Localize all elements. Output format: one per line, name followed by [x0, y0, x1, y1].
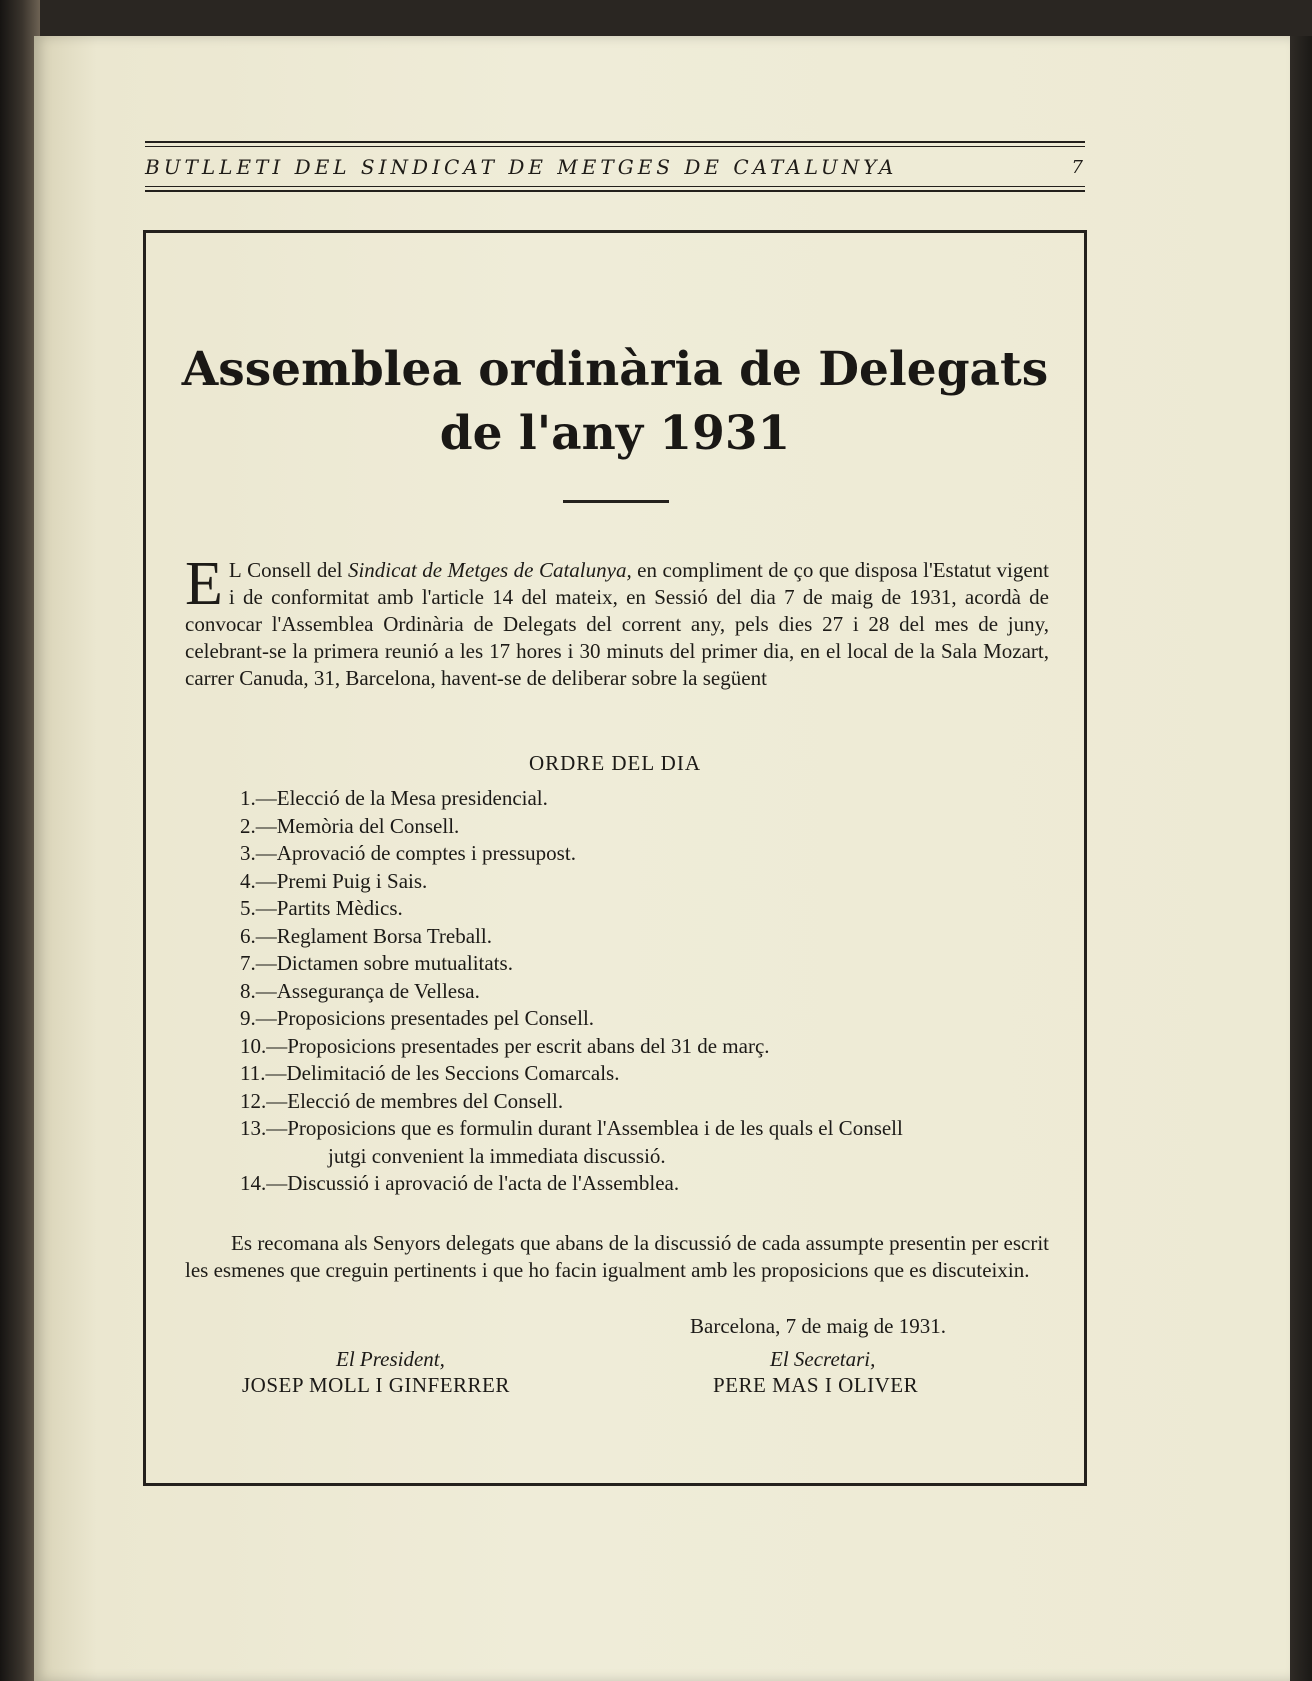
header-rule-bottom-thin: [145, 186, 1085, 187]
agenda-item-text: 6.—Reglament Borsa Treball.: [240, 923, 492, 948]
agenda-item-text: 1.—Elecció de la Mesa presidencial.: [240, 786, 548, 810]
president-role: El President,: [336, 1347, 445, 1371]
running-header: [145, 152, 1085, 182]
intro-text-b: en compliment de ço que disposa l'Estatut vigent i de conformitat amb l'article 14 del mateix, en Sessió del dia 7 de maig de 1931, acordà de convocar l'Assemblea Ordinària de Delegats del corrent any, pels dies 27 i 28 del mes de juny, celebrant-se la primera reunió a les 17 hores i 30 minuts del primer dia, en el local de la Sala Mozart, carrer Canuda, 31, Barcelona, havent-se de deliberar sobre la següent: [185, 558, 1050, 690]
article-title: [143, 338, 1087, 466]
agenda-item: [240, 1170, 1070, 1198]
agenda-item-text: 2.—Memòria del Consell.: [240, 813, 460, 838]
closing-paragraph: Es recomana als Senyors delegats que abans de la discussió de cada assumpte presentin per escrit les esmenes que creguin pertinents i que ho facin igualment amb les proposicions que es discuteixin.: [185, 1231, 1049, 1282]
agenda-item: [240, 895, 1070, 923]
agenda-item: [240, 923, 1070, 951]
agenda-item: [240, 978, 1070, 1006]
place-date: Barcelona, 7 de maig de 1931.: [690, 1314, 946, 1338]
agenda-item: [240, 1033, 1070, 1061]
agenda-item-text: 3.—Aprovació de comptes i pressupost.: [240, 841, 576, 865]
intro-paragraph: [185, 550, 1050, 692]
agenda-item-text: 12.—Elecció de membres del Consell.: [240, 1088, 564, 1113]
president-name: JOSEP MOLL I GINFERRER: [242, 1373, 510, 1397]
page-number: 7: [1071, 156, 1083, 178]
agenda-item: [240, 785, 1070, 813]
agenda-item: [240, 950, 1070, 978]
agenda-item-text: 9.—Proposicions presentades pel Consell.: [240, 1006, 595, 1030]
agenda-item: [240, 1005, 1070, 1033]
journal-title: BUTLLETI DEL SINDICAT DE METGES DE CATALUNYA: [145, 155, 898, 179]
agenda-item-text: 4.—Premi Puig i Sais.: [240, 868, 428, 893]
title-line-2: de l'any 1931: [439, 406, 791, 461]
intro-first-letters: L: [228, 558, 242, 582]
agenda-item-text: 5.—Partits Mèdics.: [240, 896, 403, 920]
agenda-item: [240, 840, 1070, 868]
header-rule-bottom: [145, 190, 1085, 192]
agenda-item-text: 7.—Dictamen sobre mutualitats.: [240, 951, 513, 975]
agenda-item: [240, 1115, 1070, 1170]
drop-cap: E: [185, 550, 223, 618]
agenda-item-text: 13.—Proposicions que es formulin durant l'Assemblea i de les quals el Consell: [240, 1116, 903, 1140]
agenda-item: [240, 868, 1070, 896]
title-line-1: Assemblea ordinària de Delegats: [181, 342, 1049, 397]
agenda-item-text: 8.—Assegurança de Vellesa.: [240, 978, 480, 1003]
agenda-item: [240, 1060, 1070, 1088]
agenda-item-text: 10.—Proposicions presentades per escrit abans del 31 de març.: [240, 1033, 770, 1058]
agenda-item: [240, 813, 1070, 841]
agenda-list: [240, 785, 1070, 1198]
secretary-name: PERE MAS I OLIVER: [713, 1373, 919, 1397]
agenda-item-continuation: jutgi convenient la immediata discussió.: [328, 1143, 666, 1168]
title-divider: [563, 500, 669, 503]
secretary-role: El Secretari,: [770, 1347, 876, 1371]
agenda-item-text: 11.—Delimitació de les Seccions Comarcals.: [240, 1061, 620, 1085]
header-rule-top: [145, 141, 1085, 143]
agenda-item: [240, 1088, 1070, 1116]
order-heading: ORDRE DEL DIA: [528, 751, 702, 775]
page-edge: [1290, 36, 1312, 1681]
agenda-item-text: 14.—Discussió i aprovació de l'acta de l'Assemblea.: [240, 1171, 680, 1195]
intro-text-a: Consell del: [241, 558, 348, 582]
header-rule-top-thin: [145, 146, 1085, 147]
intro-italic-name: Sindicat de Metges de Catalunya,: [347, 558, 632, 582]
